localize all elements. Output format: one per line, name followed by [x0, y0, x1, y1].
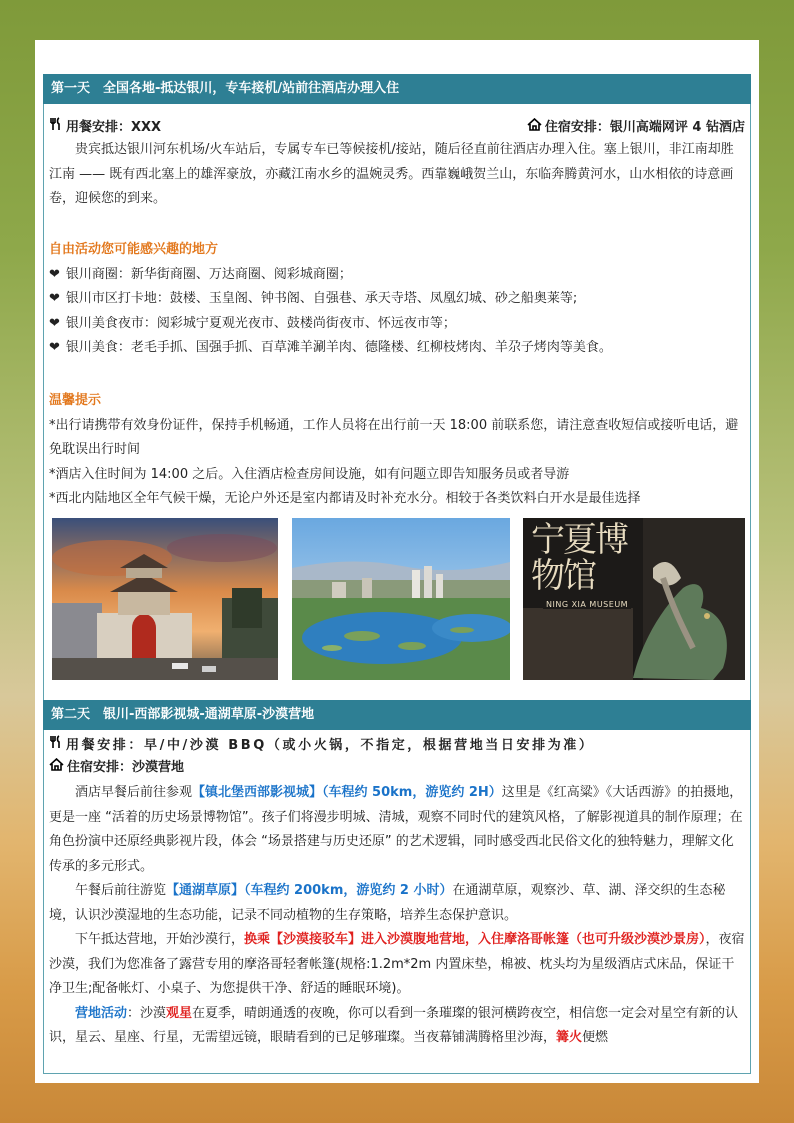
house-icon [49, 757, 64, 779]
free-activities-title: 自由活动您可能感兴趣的地方 [49, 242, 219, 257]
museum-subtitle: NING XIA MUSEUM [543, 600, 631, 609]
para-text: ：沙漠 [127, 1005, 167, 1021]
utensils-icon [49, 117, 63, 135]
day2-body [49, 781, 745, 1051]
day2-header: 第二天 银川-西部影视城-通湖草原-沙漠营地 [43, 700, 751, 730]
day2-meal-block [49, 735, 745, 779]
day2-meal-text: 用餐安排：早/中/沙漠 BBQ（或小火锅，不指定，根据营地当日安排为准） [66, 738, 595, 753]
free-item-text: 银川美食夜市：阅彩城宁夏观光夜市、鼓楼尚街夜市、怀远夜市等； [65, 315, 456, 331]
day2-meal [49, 735, 745, 757]
free-activities [49, 238, 745, 361]
photo-museum [523, 518, 745, 680]
hotel-value: 银川高端网评 4 钻酒店 [609, 119, 745, 135]
free-item-text: 银川美食：老毛手抓、国强手抓、百草滩羊涮羊肉、德隆楼、红柳枝烤肉、羊尕子烤肉等美食。 [65, 340, 612, 355]
tip-item: *出行请携带有效身份证件，保持手机畅通，工作人员将在出行前一天 18:00 前联系您，请注意查收短信或接听电话，避免耽误出行时间 [49, 417, 739, 457]
para-text: ，夜宿沙漠，我们为您准备了露营专用的摩洛哥轻奢帐篷(规格:1.2m*2m 内置床垫，棉被、枕头均为星级酒店式床品，保证干净卫生;配备帐灯、小桌子、为您提供干净、舒适的睡眠环境)。 [49, 932, 745, 996]
free-item [49, 287, 745, 312]
para-text: 午餐后前往游览 [75, 883, 167, 898]
heart-icon: ❤ [49, 291, 60, 306]
heart-icon: ❤ [49, 315, 60, 331]
day1-meal [49, 116, 161, 135]
day1-intro [49, 138, 745, 212]
activity-label: 营地活动 [75, 1005, 128, 1021]
para-text: 在夏季，晴朗通透的夜晚，你可以看到一条璀璨的银河横跨夜空，相信您一定会对星空有新的认识，星云、星座、行星，无需望远镜，眼睛看到的已足够璀璨。当夜幕铺满腾格里沙海， [49, 1005, 739, 1045]
day2-hotel [49, 757, 745, 779]
day2-para-activity [49, 1002, 745, 1051]
heart-icon: ❤ [49, 340, 60, 355]
bonfire-highlight: 篝火 [556, 1030, 583, 1045]
photo-yinchuan-lake [292, 518, 510, 680]
free-item-text: 银川市区打卡地：鼓楼、玉皇阁、钟书阁、自强巷、承天寺塔、凤凰幻城、砂之船奥莱等; [65, 291, 578, 306]
para-text: 下午抵达营地，开始沙漠行， [75, 932, 245, 947]
day1-intro-text: 贵宾抵达银川河东机场/火车站后，专属专车已等候接机/接站，随后径直前往酒店办理入住。塞上银川，非江南却胜江南 —— 既有西北塞上的雄浑豪放，亦藏江南水乡的温婉灵秀。西靠巍峨贺兰山，东临奔腾黄河水，山水相依的诗意画卷，迎候您的到来。 [49, 142, 734, 206]
hotel-label: 住宿安排： [544, 119, 610, 135]
camp-highlight: 换乘【沙漠接驳车】进入沙漠腹地营地，入住摩洛哥帐篷（也可升级沙漠沙景房） [244, 932, 706, 947]
day2-para-grassland [49, 879, 745, 928]
para-text: 在通湖草原，观察沙、草、湖、泽交织的生态秘境，认识沙漠湿地的生态功能，记录不同动植物的生存策略，培养生态保护意识。 [49, 883, 726, 923]
grassland-highlight: 【通湖草原】（车程约 200km，游览约 2 小时） [166, 883, 453, 898]
meal-value: XXX [131, 119, 162, 135]
para-text: 便燃 [582, 1030, 609, 1045]
tip-item: *西北内陆地区全年气候干燥，无论户外还是室内都请及时补充水分。相较于各类饮料白开水是最佳选择 [49, 491, 641, 506]
museum-title: 宁夏博物馆 [531, 520, 627, 596]
free-item [49, 263, 745, 288]
itinerary-page [35, 40, 759, 1083]
tip-item: *酒店入住时间为 14:00 之后。入住酒店检查房间设施，如有问题立即告知服务员或者导游 [49, 466, 570, 482]
free-item-text: 银川商圈：新华街商圈、万达商圈、阅彩城商圈； [65, 266, 352, 282]
day1-hotel [527, 116, 745, 135]
tips-title: 温馨提示 [49, 393, 102, 408]
house-icon [527, 118, 542, 135]
hotel-label: 住宿安排： [67, 760, 133, 775]
day1-meal-row [49, 114, 745, 136]
utensils-icon [49, 735, 63, 757]
studio-highlight: 【镇北堡西部影视城】（车程约 50km，游览约 2H） [192, 785, 502, 800]
heart-icon: ❤ [49, 266, 60, 282]
tips [49, 389, 745, 512]
photo-drum-tower [52, 518, 278, 680]
free-item [49, 312, 745, 337]
para-text: 这里是《红高粱》《大话西游》的拍摄地，更是一座 “活着的历史场景博物馆”。孩子们将漫步明城、清城，观察不同时代的建筑风格，了解影视道具的制作原理；在角色扮演中还原经典影视片段，体会 “场景搭建与历史还原” 的艺术逻辑，同时感受西北民俗文化的独特魅力，理解文化传承的多元形式。 [49, 785, 743, 874]
stargazing-highlight: 观星 [166, 1005, 193, 1021]
free-item [49, 336, 745, 361]
day2-para-studio [49, 781, 745, 879]
day1-header: 第一天 全国各地-抵达银川，专车接机/站前往酒店办理入住 [43, 74, 751, 104]
meal-label: 用餐安排： [66, 119, 132, 135]
day2-para-camp [49, 928, 745, 1002]
para-text: 酒店早餐后前往参观 [75, 785, 193, 800]
hotel-value: 沙漠营地 [132, 760, 185, 775]
